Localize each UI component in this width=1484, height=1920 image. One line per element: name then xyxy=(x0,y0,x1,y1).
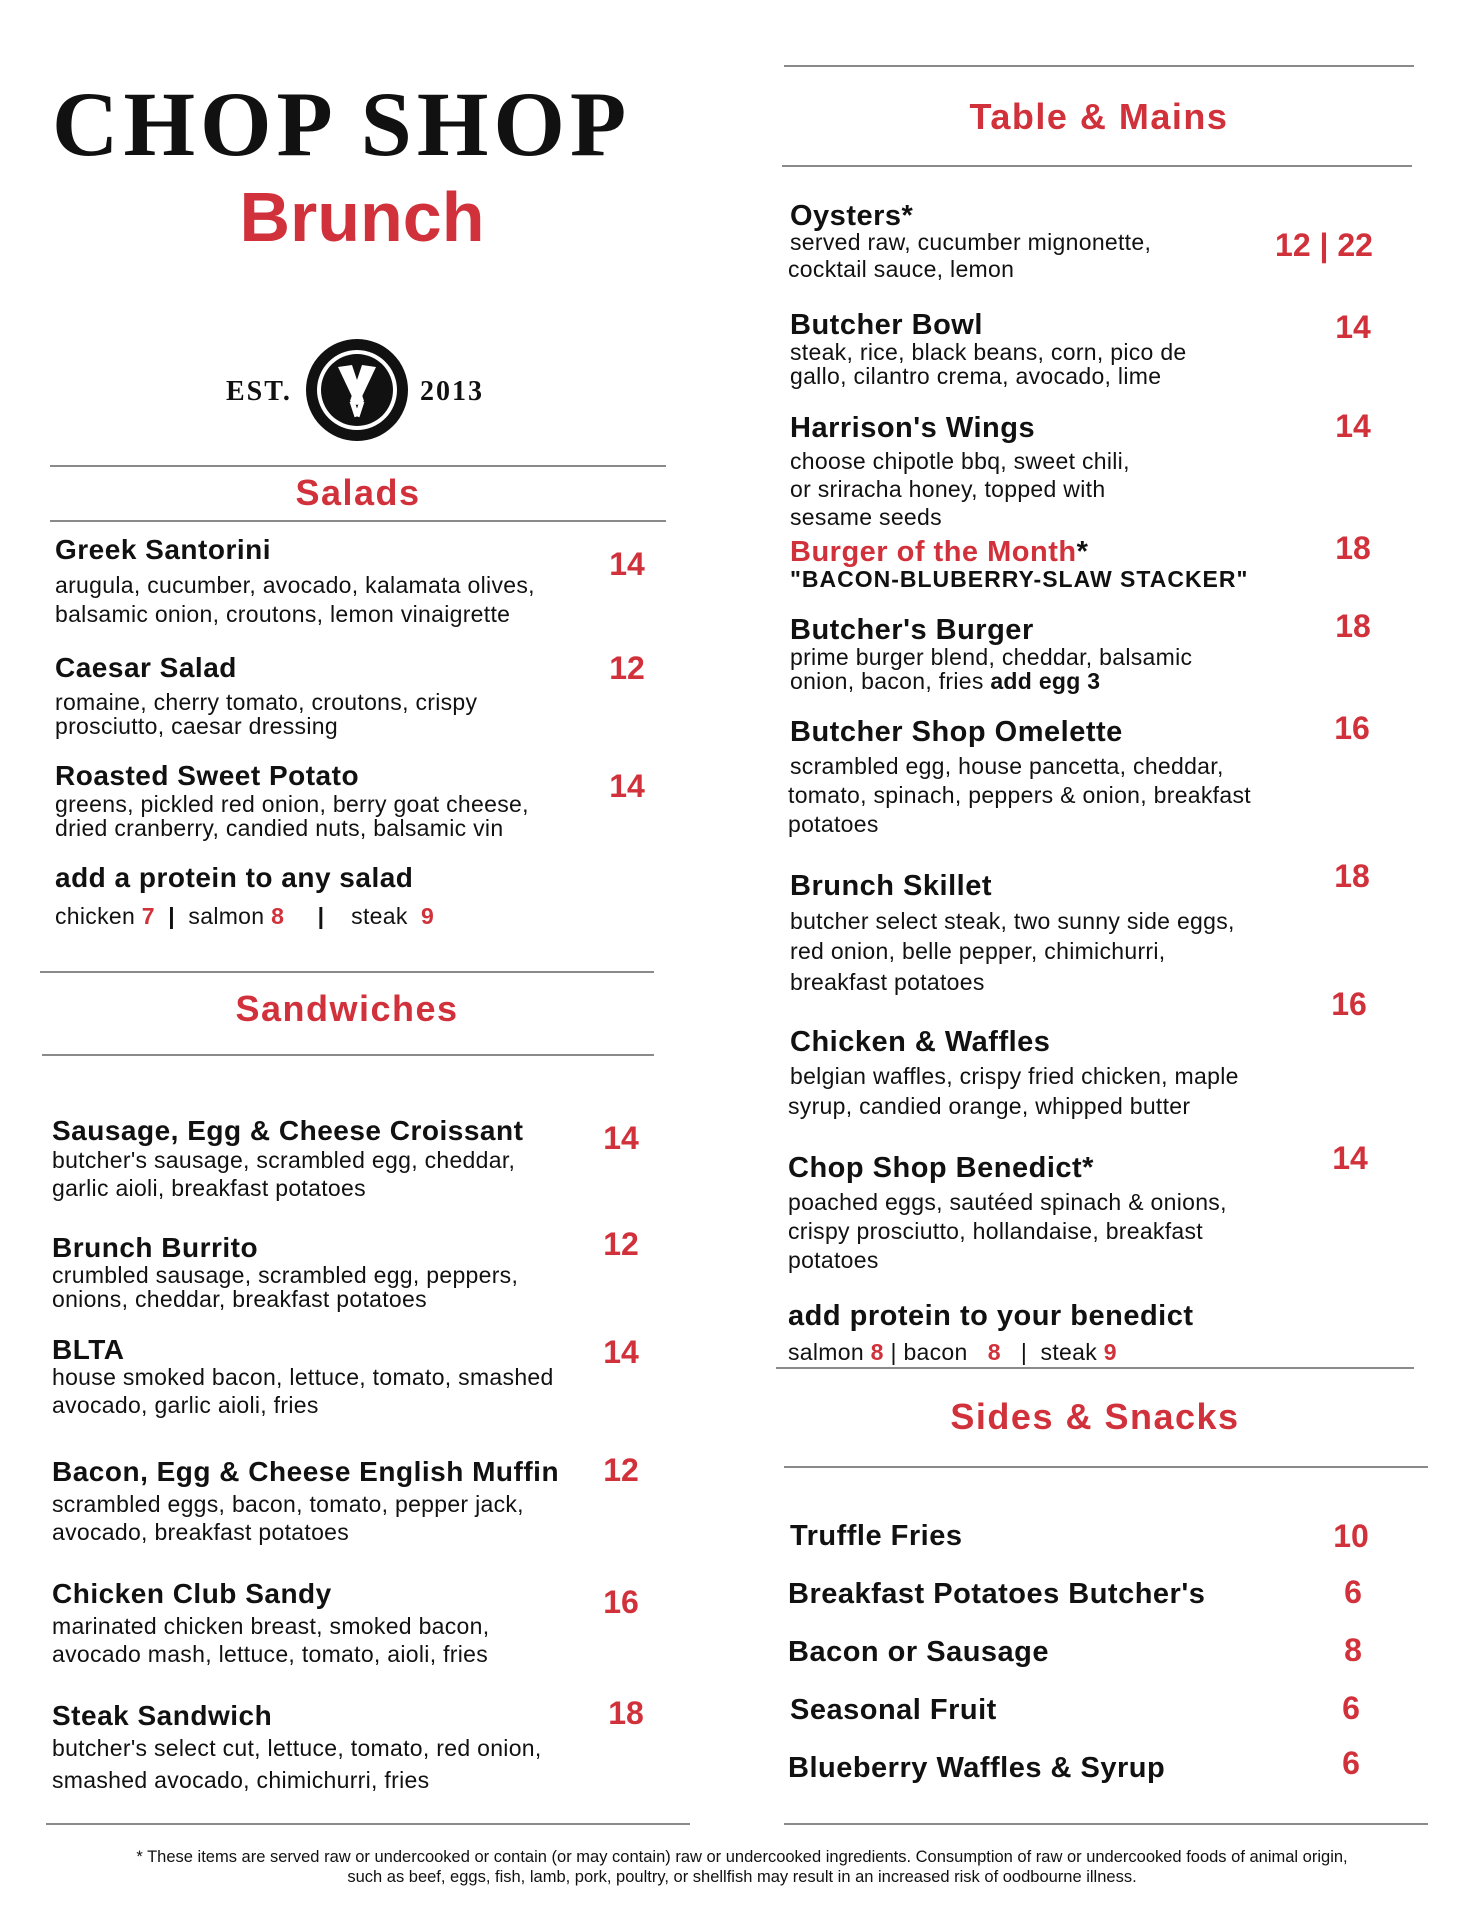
main-price: 12 | 22 xyxy=(1275,227,1373,263)
addon-price: 7 xyxy=(141,903,155,929)
main-name: Butcher Bowl xyxy=(790,309,983,341)
main-desc: cocktail sauce, lemon xyxy=(788,256,1015,282)
raw-marker: * xyxy=(1076,536,1089,568)
sandwich-desc: garlic aioli, breakfast potatoes xyxy=(52,1175,366,1201)
salad-addon-options: chicken 7 | salmon 8 | steak 9 xyxy=(55,903,435,929)
sandwich-name: Sausage, Egg & Cheese Croissant xyxy=(52,1115,524,1146)
sandwich-price: 14 xyxy=(603,1334,639,1370)
addon-price: 9 xyxy=(1103,1339,1117,1365)
divider xyxy=(784,1823,1428,1825)
main-desc: butcher select steak, two sunny side eggs, xyxy=(790,908,1235,934)
main-price: 18 xyxy=(1335,608,1371,644)
addon-label: chicken xyxy=(55,903,136,929)
sandwich-price: 18 xyxy=(608,1695,644,1731)
salad-name: Caesar Salad xyxy=(55,652,237,683)
main-name: Oysters* xyxy=(790,200,914,232)
disclaimer-line: * These items are served raw or undercooked or contain (or may contain) raw or undercooked ingredients. Consumption of raw or undercooked foods of animal origin, xyxy=(136,1848,1348,1866)
salad-desc: greens, pickled red onion, berry goat cheese, xyxy=(55,791,529,817)
addon-label: steak xyxy=(1040,1339,1098,1365)
crossed-cleavers-icon xyxy=(306,339,408,441)
main-name: Chicken & Waffles xyxy=(790,1026,1051,1058)
sandwich-desc: avocado, breakfast potatoes xyxy=(52,1519,350,1545)
divider xyxy=(782,165,1412,167)
main-desc: choose chipotle bbq, sweet chili, xyxy=(790,448,1130,474)
featured-name: Burger of the Month xyxy=(790,536,1077,568)
side-name: Breakfast Potatoes Butcher's xyxy=(788,1578,1206,1610)
add-egg-note: add egg 3 xyxy=(990,668,1101,694)
side-name: Bacon or Sausage xyxy=(788,1636,1050,1668)
main-desc-text: onion, bacon, fries xyxy=(790,668,991,694)
main-price: 16 xyxy=(1331,986,1367,1022)
sandwich-price: 16 xyxy=(603,1584,639,1620)
divider xyxy=(784,65,1414,67)
salad-price: 14 xyxy=(609,546,645,582)
salad-price: 14 xyxy=(609,768,645,804)
main-desc: poached eggs, sautéed spinach & onions, xyxy=(788,1189,1227,1215)
main-desc: scrambled egg, house pancetta, cheddar, xyxy=(790,753,1224,779)
divider xyxy=(50,520,666,522)
side-name: Seasonal Fruit xyxy=(790,1694,997,1726)
sandwich-desc: house smoked bacon, lettuce, tomato, smashed xyxy=(52,1364,554,1390)
sandwich-price: 12 xyxy=(603,1226,639,1262)
side-price: 10 xyxy=(1333,1518,1369,1554)
divider xyxy=(42,1054,654,1056)
sandwich-desc: scrambled eggs, bacon, tomato, pepper jack, xyxy=(52,1491,524,1517)
sandwich-name: Steak Sandwich xyxy=(52,1700,273,1731)
main-price: 14 xyxy=(1335,408,1371,444)
salad-addon-title: add a protein to any salad xyxy=(55,862,414,893)
menu-subtitle: Brunch xyxy=(239,178,485,256)
sandwich-name: Brunch Burrito xyxy=(52,1232,259,1263)
main-price: 14 xyxy=(1332,1140,1368,1176)
main-name: Harrison's Wings xyxy=(790,412,1036,444)
featured-desc: "BACON-BLUBERRY-SLAW STACKER" xyxy=(790,566,1249,592)
sandwich-price: 12 xyxy=(603,1452,639,1488)
sandwich-desc: marinated chicken breast, smoked bacon, xyxy=(52,1613,490,1639)
main-desc: gallo, cilantro crema, avocado, lime xyxy=(790,363,1162,389)
sandwich-name: Bacon, Egg & Cheese English Muffin xyxy=(52,1456,560,1487)
sandwich-desc: avocado mash, lettuce, tomato, aioli, fries xyxy=(52,1641,489,1667)
main-desc: belgian waffles, crispy fried chicken, maple xyxy=(790,1063,1239,1089)
section-title-mains: Table & Mains xyxy=(969,96,1229,137)
salad-price: 12 xyxy=(609,650,645,686)
addon-label: bacon xyxy=(903,1339,968,1365)
sandwich-desc: onions, cheddar, breakfast potatoes xyxy=(52,1286,427,1312)
main-desc: prime burger blend, cheddar, balsamic xyxy=(790,644,1193,670)
sandwich-desc: butcher's sausage, scrambled egg, cheddar, xyxy=(52,1147,516,1173)
sandwich-desc: crumbled sausage, scrambled egg, peppers, xyxy=(52,1262,519,1288)
main-desc: steak, rice, black beans, corn, pico de xyxy=(790,339,1187,365)
addon-label: salmon xyxy=(188,903,265,929)
main-desc: sesame seeds xyxy=(790,504,942,530)
restaurant-title: CHOP SHOP xyxy=(52,73,632,175)
sandwich-desc: avocado, garlic aioli, fries xyxy=(52,1392,319,1418)
main-price: 18 xyxy=(1334,858,1370,894)
addon-label: steak xyxy=(351,903,408,929)
salad-desc: romaine, cherry tomato, croutons, crispy xyxy=(55,689,478,715)
sandwich-name: BLTA xyxy=(52,1334,125,1365)
main-desc: tomato, spinach, peppers & onion, breakfast xyxy=(788,782,1251,808)
divider xyxy=(46,1823,690,1825)
main-desc: crispy prosciutto, hollandaise, breakfast xyxy=(788,1218,1204,1244)
sandwich-desc: smashed avocado, chimichurri, fries xyxy=(52,1767,430,1793)
main-desc: served raw, cucumber mignonette, xyxy=(790,229,1152,255)
salad-desc: dried cranberry, candied nuts, balsamic vin xyxy=(55,815,504,841)
addon-price: 8 xyxy=(870,1339,884,1365)
section-title-sandwiches: Sandwiches xyxy=(235,988,459,1029)
main-desc: red onion, belle pepper, chimichurri, xyxy=(790,938,1166,964)
salad-desc: prosciutto, caesar dressing xyxy=(55,713,338,739)
main-price: 16 xyxy=(1334,710,1370,746)
addon-price: 8 xyxy=(987,1339,1001,1365)
salad-name: Roasted Sweet Potato xyxy=(55,760,360,791)
main-price: 14 xyxy=(1335,309,1371,345)
addon-label: salmon xyxy=(788,1339,864,1365)
est-year: 2013 xyxy=(420,376,484,407)
main-desc: potatoes xyxy=(788,1247,879,1273)
est-label: EST. xyxy=(226,376,292,407)
benedict-addon-options: salmon 8 | bacon 8 | steak 9 xyxy=(788,1339,1117,1365)
main-name: Brunch Skillet xyxy=(790,870,992,902)
salad-name: Greek Santorini xyxy=(55,534,272,565)
addon-price: 9 xyxy=(421,903,435,929)
salad-desc: balsamic onion, croutons, lemon vinaigrette xyxy=(55,601,511,627)
disclaimer-line: such as beef, eggs, fish, lamb, pork, poultry, or shellfish may result in an increased risk of oodbourne illness. xyxy=(347,1868,1137,1886)
sandwich-name: Chicken Club Sandy xyxy=(52,1578,332,1609)
main-name: Butcher's Burger xyxy=(790,614,1034,646)
section-title-sides: Sides & Snacks xyxy=(950,1396,1240,1437)
raw-food-disclaimer xyxy=(0,1847,1484,1887)
divider xyxy=(50,465,666,467)
benedict-addon-title: add protein to your benedict xyxy=(788,1300,1194,1332)
main-name: Chop Shop Benedict* xyxy=(788,1152,1094,1184)
main-desc: breakfast potatoes xyxy=(790,969,985,995)
main-desc: syrup, candied orange, whipped butter xyxy=(788,1093,1191,1119)
side-price: 8 xyxy=(1344,1632,1362,1668)
sandwich-desc: butcher's select cut, lettuce, tomato, red onion, xyxy=(52,1735,542,1761)
section-title-salads: Salads xyxy=(295,472,421,513)
side-name: Blueberry Waffles & Syrup xyxy=(788,1752,1166,1784)
divider xyxy=(40,971,654,973)
salad-desc: arugula, cucumber, avocado, kalamata olives, xyxy=(55,572,535,598)
main-name-featured xyxy=(790,536,1088,569)
main-name: Butcher Shop Omelette xyxy=(790,716,1123,748)
main-price: 18 xyxy=(1335,530,1371,566)
side-price: 6 xyxy=(1342,1690,1360,1726)
main-desc: potatoes xyxy=(788,811,879,837)
divider xyxy=(784,1466,1428,1468)
sandwich-price: 14 xyxy=(603,1120,639,1156)
addon-price: 8 xyxy=(271,903,285,929)
side-price: 6 xyxy=(1342,1745,1360,1781)
side-price: 6 xyxy=(1344,1574,1362,1610)
side-name: Truffle Fries xyxy=(790,1520,963,1552)
main-desc xyxy=(790,669,1100,693)
main-desc: or sriracha honey, topped with xyxy=(790,476,1106,502)
divider xyxy=(776,1367,1414,1369)
